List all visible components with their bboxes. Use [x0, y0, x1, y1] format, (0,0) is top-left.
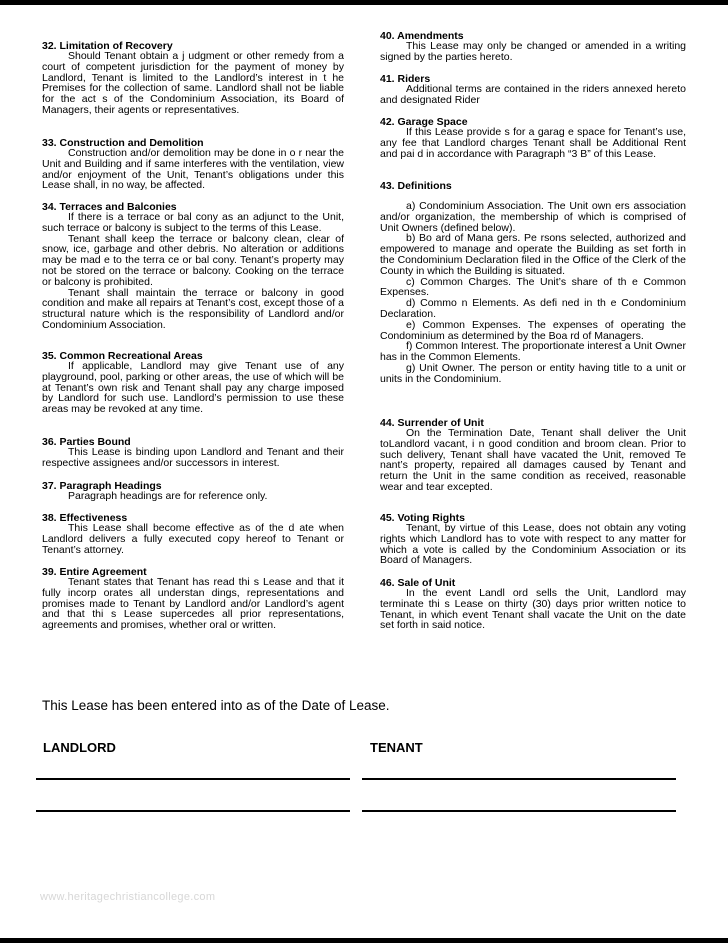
section-heading: 44. Surrender of Unit — [380, 417, 484, 429]
section-body — [380, 523, 686, 566]
paragraph: This Lease is binding upon Landlord and Tenant and their respective assignees and/or successors in interest. — [42, 446, 344, 469]
paragraph: If there is a terrace or bal cony as an adjunct to the Unit, such terrace or balcony is subject to the terms of this Lease. — [42, 211, 344, 234]
section-body — [380, 127, 686, 159]
paragraph: b) Bo ard of Mana gers. Pe rsons selected, authorized and empowered to manage and operate the Building as set forth in the Condominium Declaration filed in the Office of the Clerk of the County in which the Building is situated. — [380, 232, 686, 277]
paragraph: If this Lease provide s for a garag e space for Tenant’s use, any fee that Landlord charges Tenant shall be Additional Rent and pai d in accordance with Paragraph “3 B” of this Lease. — [380, 126, 686, 160]
section-heading: 45. Voting Rights — [380, 512, 465, 524]
paragraph: d) Commo n Elements. As defi ned in th e Condominium Declaration. — [380, 297, 686, 320]
section-35 — [42, 351, 344, 415]
tenant-label: TENANT — [370, 740, 423, 755]
section-body — [42, 361, 344, 415]
section-heading: 41. Riders — [380, 73, 431, 85]
section-37 — [42, 481, 344, 502]
section-body — [380, 84, 686, 106]
section-32 — [42, 41, 344, 116]
paragraph: Construction and/or demolition may be done in o r near the Unit and Building and if same interferes with the ventilation, view and/or enjoyment of the Unit, Tenant’s obligations under this Lease shall, in no way, be affected. — [42, 147, 344, 192]
section-44 — [380, 418, 686, 493]
section-heading: 34. Terraces and Balconies — [42, 201, 177, 213]
bottom-border — [0, 938, 728, 943]
section-body — [42, 577, 344, 631]
paragraph: a) Condominium Association. The Unit own ers association and/or organization, the membership of which is comprised of Unit Owners (defined below). — [380, 200, 686, 234]
tenant-name-line[interactable] — [362, 810, 676, 812]
top-border — [0, 0, 728, 5]
section-heading: 46. Sale of Unit — [380, 577, 456, 589]
section-heading: 40. Amendments — [380, 30, 464, 42]
section-heading: 36. Parties Bound — [42, 436, 131, 448]
paragraph: e) Common Expenses. The expenses of operating the Condominium as determined by the Boa rd of Managers. — [380, 318, 686, 342]
paragraph: f) Common Interest. The proportionate interest a Unit Owner has in the Common Elements. — [380, 340, 686, 364]
landlord-name-line[interactable] — [36, 810, 350, 812]
section-heading: 43. Definitions — [380, 180, 452, 192]
section-42 — [380, 117, 686, 159]
section-45 — [380, 513, 686, 566]
section-body — [42, 212, 344, 331]
section-heading: 37. Paragraph Headings — [42, 480, 162, 492]
section-38 — [42, 513, 344, 555]
paragraph: In the event Landl ord sells the Unit, Landlord may terminate thi s Lease on thirty (30) days prior written notice to Tenant, in which event Tenant shall vacate the Unit on the date set forth in said notice. — [380, 587, 686, 632]
section-heading: 32. Limitation of Recovery — [42, 40, 173, 52]
paragraph: g) Unit Owner. The person or entity having title to a unit or units in the Condominium. — [380, 361, 686, 385]
section-body — [42, 523, 344, 555]
section-body — [380, 41, 686, 63]
section-body — [42, 491, 344, 502]
section-34 — [42, 202, 344, 331]
section-36 — [42, 437, 344, 469]
landlord-signature-line[interactable] — [36, 778, 350, 780]
lease-entered-statement: This Lease has been entered into as of the Date of Lease. — [42, 698, 390, 713]
paragraph: If applicable, Landlord may give Tenant use of any playground, pool, parking or other areas, the use of which will be at Tenant’s own risk and Tenant shall pay any charge imposed by Landlord for such use. Landlord’s permission to use these areas may be revoked at any time. — [42, 360, 344, 416]
paragraph: Tenant states that Tenant has read thi s Lease and that it fully incorp orates all understan dings, representations and promises made to Tenant by Landlord and/or Landlord’s agent and that thi s Lease supercedes all prior representations, agreements and promises, whether oral or written. — [42, 576, 344, 632]
section-body — [42, 51, 344, 116]
paragraph: On the Termination Date, Tenant shall deliver the Unit toLandlord vacant, i n good condition and broom clean. Prior to such delivery, Tenant shall have vacated the Unit, removed Te nant’s property, repaired all damages caused by Tenant and return the Unit in the same condition as received, reasonable wear and tear excepted. — [380, 427, 686, 493]
landlord-label: LANDLORD — [43, 740, 116, 755]
section-heading: 33. Construction and Demolition — [42, 137, 204, 149]
section-body — [380, 201, 686, 385]
section-body — [42, 447, 344, 469]
paragraph: This Lease shall become effective as of the d ate when Landlord delivers a fully executed copy hereof to Tenant or Tenant’s attorney. — [42, 522, 344, 556]
section-body — [380, 588, 686, 631]
section-46 — [380, 578, 686, 631]
section-heading: 38. Effectiveness — [42, 512, 128, 524]
watermark: www.heritagechristiancollege.com — [40, 891, 216, 903]
paragraph: Should Tenant obtain a j udgment or other remedy from a court of competent jurisdiction for the payment of money by Landlord, Tenant is limited to the Landlord’s interest in t he Premises for the collection of same. Landlord shall not be liable for the act s of the Condominium Association, its Board of Managers, their agents or representatives. — [42, 50, 344, 116]
section-body — [380, 428, 686, 493]
paragraph: This Lease may only be changed or amended in a writing signed by the parties hereto. — [380, 40, 686, 63]
section-heading: 35. Common Recreational Areas — [42, 350, 203, 362]
section-body — [42, 148, 344, 191]
paragraph: Tenant shall maintain the terrace or balcony in good condition and make all repairs at Tenant’s cost, except those of a structural nature which is the responsibility of Landlord and/or Condominium Association. — [42, 286, 344, 331]
section-33 — [42, 138, 344, 191]
section-40 — [380, 31, 686, 63]
section-43 — [380, 181, 686, 385]
tenant-signature-line[interactable] — [362, 778, 676, 780]
paragraph: Tenant shall keep the terrace or balcony clean, clear of snow, ice, garbage and other debris. No alteration or additions may be mad e to the terra ce or bal cony. Tenant’s property may not be stored on the terrace or balcony. Cooking on the terrace or balcony is prohibited. — [42, 232, 344, 288]
paragraph: c) Common Charges. The Unit’s share of th e Common Expenses. — [380, 275, 686, 299]
section-heading: 42. Garage Space — [380, 116, 468, 128]
paragraph: Paragraph headings are for reference only. — [68, 490, 268, 502]
section-heading: 39. Entire Agreement — [42, 566, 147, 578]
section-39 — [42, 567, 344, 631]
section-41 — [380, 74, 686, 106]
paragraph: Tenant, by virtue of this Lease, does not obtain any voting rights which Landlord has to vote with respect to any matter for which a vote is called by the Condominium Association or its Board of Managers. — [380, 522, 686, 567]
paragraph: Additional terms are contained in the riders annexed hereto and designated Rider — [380, 83, 686, 106]
